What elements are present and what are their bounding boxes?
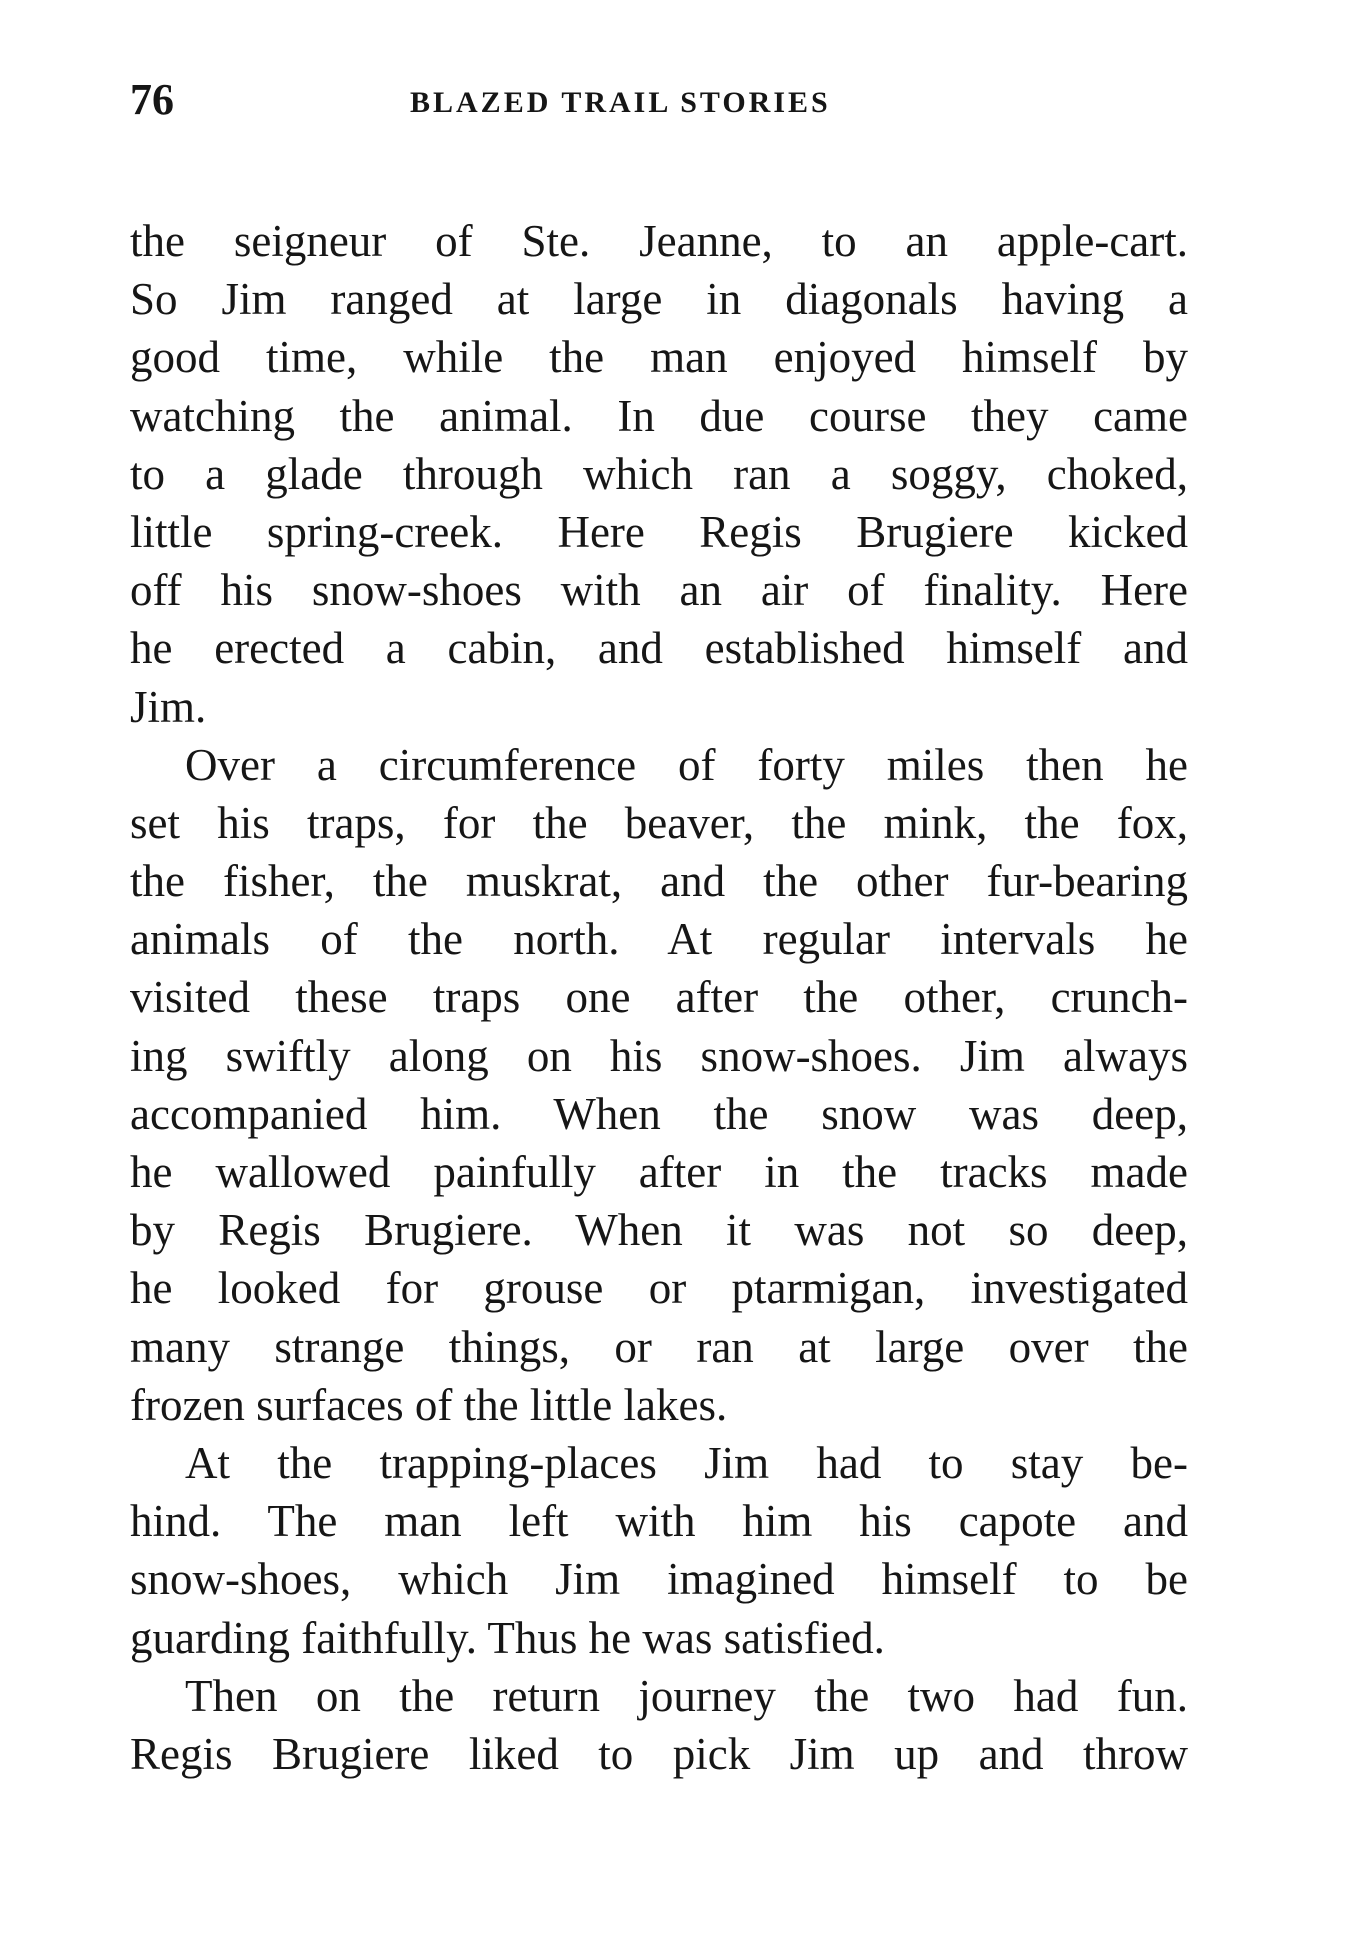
text-line: visited these traps one after the other, crunch- [130, 972, 1188, 1023]
text-line: So Jim ranged at large in diagonals having a [130, 274, 1188, 325]
text-line: many strange things, or ran at large over the [130, 1321, 1188, 1372]
text-line: frozen surfaces of the little lakes. [130, 1379, 728, 1430]
text-line: by Regis Brugiere. When it was not so deep, [130, 1205, 1188, 1256]
text-line: Regis Brugiere liked to pick Jim up and throw [130, 1728, 1188, 1779]
book-page [130, 60, 1188, 1783]
paragraph [130, 1434, 1188, 1667]
text-line: At the trapping-places Jim had to stay be- [185, 1437, 1188, 1488]
text-line: set his traps, for the beaver, the mink, the fox, [130, 797, 1188, 848]
text-line: ing swiftly along on his snow-shoes. Jim always [130, 1030, 1188, 1081]
text-line: little spring-creek. Here Regis Brugiere kicked [130, 506, 1188, 557]
text-line: Over a circumference of forty miles then he [185, 739, 1188, 790]
page-header [130, 60, 1188, 140]
text-line: off his snow-shoes with an air of finality. Here [130, 565, 1188, 616]
body-text [130, 212, 1188, 1783]
page-number: 76 [130, 75, 174, 124]
text-line: the fisher, the muskrat, and the other fur-bearing [130, 856, 1188, 907]
text-line: Then on the return journey the two had fun. [185, 1670, 1188, 1721]
text-line: Jim. [130, 681, 207, 732]
text-line: guarding faithfully. Thus he was satisfied. [130, 1612, 885, 1663]
text-line: animals of the north. At regular intervals he [130, 914, 1188, 965]
text-line: watching the animal. In due course they came [130, 390, 1188, 441]
text-line: he looked for grouse or ptarmigan, investigated [130, 1263, 1188, 1314]
text-line: accompanied him. When the snow was deep, [130, 1088, 1188, 1139]
text-line: he erected a cabin, and established himself and [130, 623, 1188, 674]
text-line: good time, while the man enjoyed himself by [130, 332, 1188, 383]
text-line: he wallowed painfully after in the tracks made [130, 1147, 1188, 1197]
text-line: snow-shoes, which Jim imagined himself to be [130, 1554, 1188, 1605]
text-line: to a glade through which ran a soggy, choked, [130, 448, 1188, 499]
paragraph [130, 212, 1188, 736]
running-head: BLAZED TRAIL STORIES [410, 86, 831, 119]
paragraph [130, 1667, 1188, 1783]
text-line: the seigneur of Ste. Jeanne, to an apple-cart. [130, 216, 1188, 266]
paragraph [130, 736, 1188, 1434]
text-line: hind. The man left with him his capote and [130, 1496, 1188, 1547]
